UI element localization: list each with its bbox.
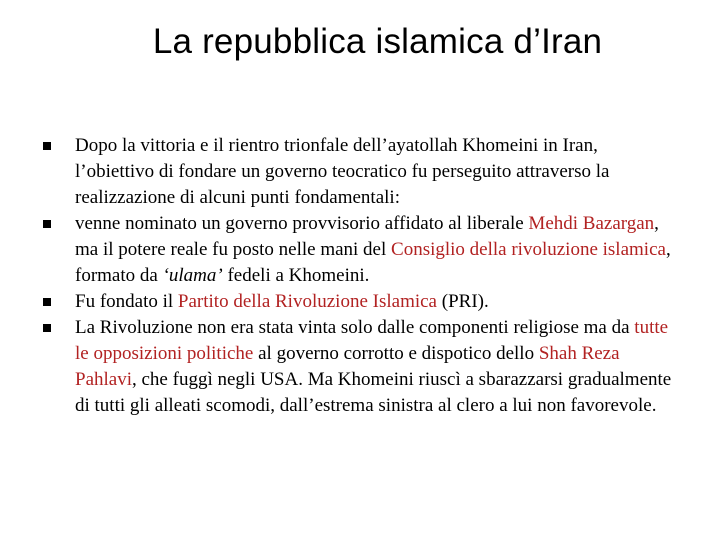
bullet-item xyxy=(40,211,680,289)
bullet-text: fedeli a Khomeini. xyxy=(222,265,370,286)
square-bullet-icon xyxy=(40,289,54,315)
bullet-text: , formato da xyxy=(75,239,671,286)
highlighted-term[interactable]: Mehdi Bazargan xyxy=(528,213,655,234)
square-bullet-icon xyxy=(40,315,54,341)
italic-term: ‘ulama’ xyxy=(162,265,223,286)
highlighted-term[interactable]: Shah Reza Pahlavi xyxy=(75,343,620,390)
square-bullet-icon xyxy=(40,133,54,159)
bullet-text: Fu fondato il xyxy=(75,291,178,312)
highlighted-term[interactable]: tutte le opposizioni politiche xyxy=(75,317,669,364)
bullet-text: , che fuggì negli USA. Ma Khomeini riuscì a sbarazzarsi gradualmente di tutti gli alleati scomodi, dall’estrema sinistra al clero a lui non favorevole. xyxy=(75,369,672,416)
bullet-text: al governo corrotto e dispotico dello xyxy=(253,343,539,364)
highlighted-term[interactable]: Consiglio della rivoluzione islamica xyxy=(391,239,666,260)
square-bullet-icon xyxy=(40,211,54,237)
bullet-text: , ma il potere reale fu posto nelle mani del xyxy=(75,213,659,260)
highlighted-term[interactable]: Partito della Rivoluzione Islamica xyxy=(177,291,437,312)
bullet-text: Dopo la vittoria e il rientro trionfale dell’ayatollah Khomeini in Iran, l’obiettivo di fondare un governo teocratico fu perseguito attraverso la realizzazione di alcuni punti fondamentali: xyxy=(75,135,610,208)
bullet-text: La Rivoluzione non era stata vinta solo dalle componenti religiose ma da xyxy=(75,317,635,338)
page-title: La repubblica islamica d’Iran xyxy=(152,22,603,61)
bullet-text: venne nominato un governo provvisorio affidato al liberale xyxy=(75,213,529,234)
bullet-item xyxy=(40,289,680,315)
bullet-text: (PRI). xyxy=(437,291,489,312)
bullet-item xyxy=(40,315,680,419)
bullet-item xyxy=(40,133,680,211)
bullet-list xyxy=(40,133,680,419)
